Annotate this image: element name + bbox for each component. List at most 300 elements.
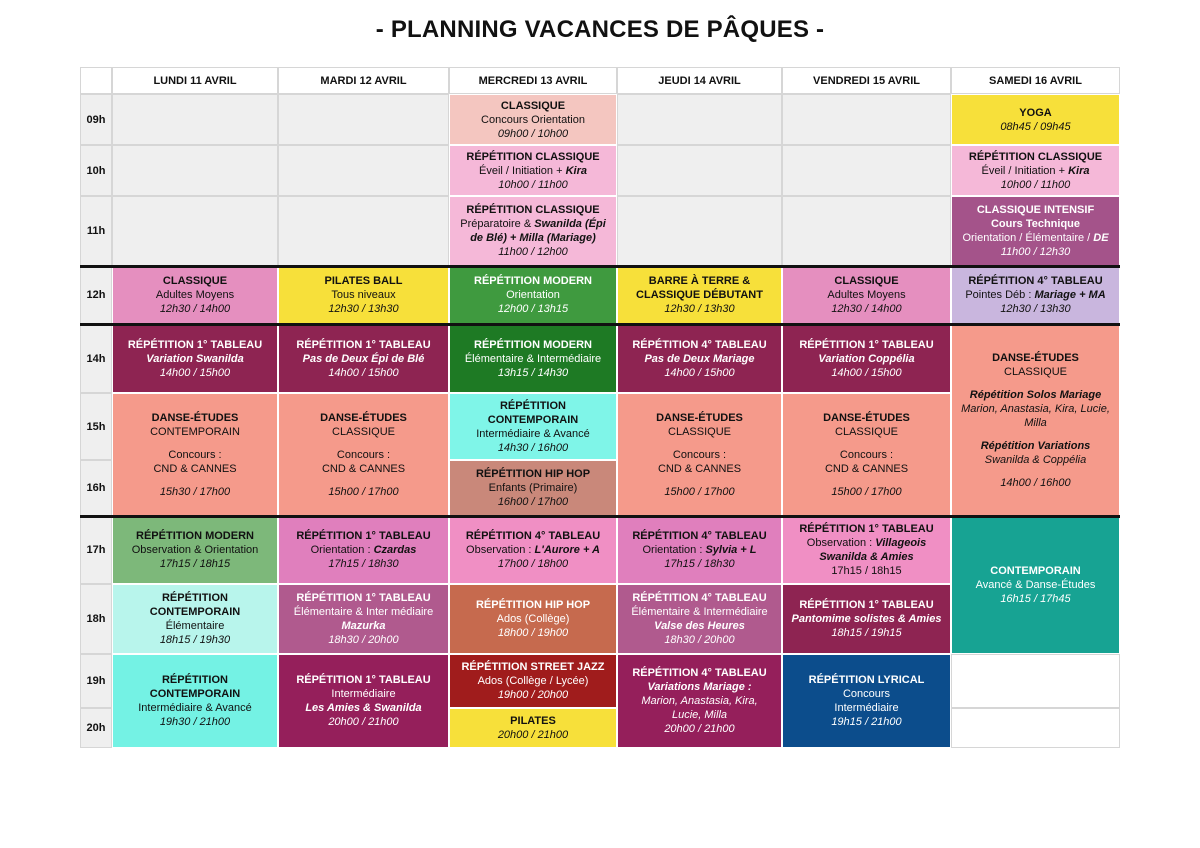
event-text: RÉPÉTITION 1° TABLEAU [799, 338, 934, 351]
event-text: Concours [842, 688, 891, 700]
event-title [476, 598, 590, 612]
event-text: CLASSIQUE [162, 275, 228, 287]
event-highlight [647, 680, 751, 694]
event-text: Avancé & Danse-Études [975, 579, 1096, 591]
event-time [498, 302, 568, 316]
event-repetition-1-tableau[interactable] [278, 584, 449, 654]
event-time [961, 402, 1110, 416]
empty-slot [951, 654, 1120, 708]
event-text: de Blé) + Milla (Mariage) [470, 232, 596, 244]
event-time [664, 302, 734, 316]
event-detail [166, 619, 225, 633]
event-title [128, 338, 262, 352]
event-time [831, 366, 901, 380]
hour-label-10h: 10h [80, 145, 112, 196]
event-repetition-1-tableau[interactable] [782, 324, 951, 393]
event-danse-etudes[interactable] [951, 324, 1120, 516]
event-time [664, 485, 734, 499]
event-text: 12h00 / 13h15 [497, 303, 569, 315]
event-detail [807, 536, 926, 550]
event-title [163, 274, 227, 288]
hour-label-09h: 09h [80, 94, 112, 145]
event-text: 18h30 / 20h00 [664, 634, 735, 646]
event-text: Tous niveaux [331, 289, 396, 301]
event-title [510, 714, 556, 728]
event-repetition-lyrical[interactable] [782, 654, 951, 748]
section-divider [80, 515, 1120, 518]
event-text: Marion, Anastasia, Kira, Lucie, [961, 402, 1110, 415]
event-classique[interactable] [112, 266, 278, 324]
day-header-samedi-16-avril: SAMEDI 16 AVRIL [951, 67, 1120, 94]
event-text: Élémentaire & Inter médiaire [293, 606, 434, 618]
event-highlight [819, 550, 913, 564]
event-text: 14h00 / 16h00 [1000, 476, 1071, 489]
event-text: RÉPÉTITION 4° TABLEAU [632, 530, 767, 542]
event-time [498, 495, 568, 509]
event-text: RÉPÉTITION [161, 592, 228, 604]
event-repetition-classique[interactable] [449, 196, 617, 266]
event-time [498, 626, 568, 640]
event-time [1001, 245, 1071, 259]
event-detail [168, 448, 221, 462]
event-highlight: Kira [565, 164, 587, 177]
event-detail [476, 427, 590, 441]
event-text: RÉPÉTITION CLASSIQUE [968, 150, 1103, 163]
event-time [498, 245, 568, 259]
empty-slot [278, 94, 449, 145]
event-repetition-hip-hop[interactable] [449, 584, 617, 654]
event-title [969, 150, 1102, 164]
event-highlight [981, 439, 1091, 453]
event-text: Intermédiaire & Avancé [138, 702, 252, 714]
event-text: Éveil / Initiation + [479, 164, 566, 177]
empty-slot [782, 94, 951, 145]
event-highlight: Sylvia + L [705, 544, 757, 556]
event-time [1001, 178, 1071, 192]
event-text: DANSE-ÉTUDES [656, 411, 743, 424]
hour-label-12h: 12h [80, 266, 112, 324]
event-text: Pointes Déb : [965, 289, 1035, 301]
event-title [1019, 106, 1051, 120]
event-title [474, 274, 592, 288]
event-text: 15h00 / 17h00 [664, 485, 735, 498]
event-text: 19h15 / 21h00 [831, 716, 902, 728]
event-time [328, 485, 398, 499]
event-text: 17h15 / 18h15 [831, 565, 902, 577]
empty-slot [617, 94, 782, 145]
event-title [990, 564, 1080, 578]
event-text: Variations Mariage : [647, 681, 752, 693]
event-text: Swanilda & Amies [819, 551, 914, 563]
event-text: Lucie, Milla [671, 709, 728, 721]
event-text: 15h00 / 17h00 [328, 485, 399, 498]
event-detail [668, 425, 731, 439]
event-detail [331, 288, 395, 302]
event-text: RÉPÉTITION 1° TABLEAU [296, 338, 431, 351]
event-repetition-1-tableau[interactable] [278, 516, 449, 584]
event-text: RÉPÉTITION 1° TABLEAU [799, 599, 934, 611]
event-text: 10h00 / 11h00 [498, 178, 568, 191]
event-text: RÉPÉTITION 1° TABLEAU [799, 523, 934, 535]
event-text: 18h30 / 20h00 [328, 634, 399, 646]
event-detail [658, 462, 741, 476]
event-danse-etudes[interactable] [617, 393, 782, 516]
event-text: Orientation [506, 289, 560, 301]
event-text: 12h30 / 13h30 [1000, 303, 1071, 315]
event-text: CONTEMPORAIN [487, 413, 579, 426]
event-highlight [792, 612, 942, 626]
event-detail [331, 687, 395, 701]
event-text: 12h30 / 14h00 [831, 303, 902, 315]
event-danse-etudes[interactable] [112, 393, 278, 516]
event-time [328, 366, 398, 380]
event-text: YOGA [1019, 106, 1052, 119]
event-title [466, 203, 599, 217]
event-text: Pas de Deux Épi de Blé [302, 352, 425, 365]
event-time [664, 722, 734, 736]
event-text: RÉPÉTITION STREET JAZZ [461, 661, 605, 673]
event-title [632, 338, 766, 352]
event-text: 11h00 / 12h00 [498, 246, 568, 258]
event-text: 18h15 / 19h15 [831, 627, 902, 639]
event-text: 15h00 / 17h00 [831, 485, 902, 498]
event-text: CND & CANNES [824, 462, 909, 475]
event-text: 19h00 / 20h00 [497, 689, 569, 701]
event-detail [478, 674, 589, 688]
event-text: Éveil / Initiation + [981, 164, 1069, 177]
event-repetition-hip-hop[interactable] [449, 460, 617, 516]
event-text: 17h00 / 18h00 [497, 558, 569, 570]
event-text: 18h00 / 19h00 [497, 627, 569, 639]
event-title [636, 288, 763, 302]
event-text: Concours : [168, 448, 222, 461]
event-highlight: L'Aurore + A [534, 544, 600, 556]
empty-slot [951, 708, 1120, 748]
event-barre-a-terre[interactable] [617, 266, 782, 324]
event-repetition-1-tableau[interactable] [782, 584, 951, 654]
event-detail [311, 543, 417, 557]
event-contemporain[interactable] [951, 516, 1120, 654]
empty-slot [278, 196, 449, 266]
event-detail [150, 425, 240, 439]
event-detail [642, 543, 756, 557]
event-text: Intermédiaire [834, 702, 899, 714]
event-detail [965, 288, 1105, 302]
event-text: 11h00 / 12h30 [1000, 246, 1071, 258]
event-title [162, 673, 228, 687]
event-text: 14h00 / 15h00 [831, 366, 902, 379]
event-detail [506, 288, 560, 302]
event-text: Répétition Solos Mariage [969, 388, 1102, 401]
event-text: RÉPÉTITION MODERN [474, 338, 592, 351]
event-text: Swanilda & Coppélia [984, 453, 1087, 466]
event-danse-etudes[interactable] [782, 393, 951, 516]
event-highlight: Villageois [875, 537, 927, 549]
event-text: RÉPÉTITION HIP HOP [475, 468, 591, 480]
event-title [324, 274, 402, 288]
event-text: CLASSIQUE [1004, 365, 1067, 378]
event-title [799, 522, 933, 536]
event-time [664, 633, 734, 647]
event-text: CND & CANNES [657, 462, 742, 475]
event-text: Milla [1024, 416, 1047, 429]
event-time [498, 557, 568, 571]
event-text: RÉPÉTITION 4° TABLEAU [632, 338, 767, 351]
event-detail [831, 564, 901, 578]
event-highlight: Mariage + MA [1034, 289, 1106, 301]
event-repetition[interactable] [112, 654, 278, 748]
empty-slot [112, 145, 278, 196]
event-repetition-4-tableau[interactable] [617, 584, 782, 654]
event-detail [982, 164, 1090, 178]
event-time [641, 694, 757, 708]
event-text: BARRE À TERRE & [648, 275, 751, 287]
event-time [831, 626, 901, 640]
event-title [461, 660, 604, 674]
empty-slot [782, 145, 951, 196]
event-detail [631, 605, 767, 619]
event-detail [976, 578, 1096, 592]
event-text: 15h30 / 17h00 [159, 485, 231, 498]
event-time [160, 715, 230, 729]
event-highlight: Swanilda (Épi [534, 218, 606, 230]
event-text: Orientation : [310, 544, 374, 556]
event-text: RÉPÉTITION 4° TABLEAU [632, 667, 767, 679]
event-text: RÉPÉTITION HIP HOP [475, 599, 591, 611]
empty-slot [617, 196, 782, 266]
event-title [296, 529, 430, 543]
event-detail [489, 481, 578, 495]
event-text: CLASSIQUE [835, 425, 898, 438]
empty-slot [112, 94, 278, 145]
hour-label-19h: 19h [80, 654, 112, 708]
event-text: CONTEMPORAIN [150, 425, 240, 438]
event-time [831, 715, 901, 729]
event-detail [843, 687, 890, 701]
event-text: 14h30 / 16h00 [497, 441, 569, 454]
event-detail [153, 462, 236, 476]
event-text: Répétition Variations [980, 439, 1091, 452]
event-title [501, 99, 565, 113]
event-text: 17h15 / 18h30 [328, 558, 399, 570]
event-repetition[interactable] [449, 393, 617, 460]
event-text: CONTEMPORAIN [149, 606, 241, 618]
event-text: RÉPÉTITION CLASSIQUE [466, 204, 600, 216]
event-repetition[interactable] [112, 584, 278, 654]
event-text: CLASSIQUE [834, 275, 899, 287]
event-title [296, 338, 430, 352]
event-text: RÉPÉTITION 4° TABLEAU [632, 592, 767, 604]
event-text: Observation & Orientation [131, 544, 259, 556]
event-text: Valse des Heures [654, 620, 745, 632]
event-repetition-modern[interactable] [449, 324, 617, 393]
event-highlight [341, 619, 385, 633]
event-text: 20h00 / 21h00 [328, 716, 399, 728]
event-pilates[interactable] [449, 708, 617, 748]
event-title [632, 666, 766, 680]
event-title [500, 399, 566, 413]
event-detail [825, 462, 908, 476]
event-title [488, 413, 578, 427]
event-highlight [654, 619, 745, 633]
event-repetition-4-tableau[interactable] [617, 654, 782, 748]
event-text: Pas de Deux Mariage [644, 352, 755, 365]
event-repetition-1-tableau[interactable] [782, 516, 951, 584]
event-text: CLASSIQUE DÉBUTANT [636, 289, 763, 301]
event-time [328, 557, 398, 571]
event-repetition-1-tableau[interactable] [278, 324, 449, 393]
event-text: Adultes Moyens [155, 289, 235, 301]
event-repetition-1-tableau[interactable] [278, 654, 449, 748]
event-text: Concours Orientation [481, 113, 585, 126]
day-header-mercredi-13-avril: MERCREDI 13 AVRIL [449, 67, 617, 94]
event-time [160, 633, 230, 647]
schedule-grid [80, 67, 1120, 748]
event-title [136, 529, 254, 543]
event-time [1000, 476, 1070, 490]
event-title [823, 411, 910, 425]
event-detail [156, 288, 234, 302]
event-time [160, 557, 230, 571]
event-detail [322, 462, 405, 476]
event-detail [294, 605, 433, 619]
event-highlight: Kira [1068, 164, 1090, 177]
event-detail [840, 448, 893, 462]
event-highlight [146, 352, 243, 366]
event-danse-etudes[interactable] [278, 393, 449, 516]
event-text: RÉPÉTITION 4° TABLEAU [465, 530, 601, 542]
event-text: Ados (Collège / Lycée) [477, 675, 589, 687]
event-time [498, 728, 568, 742]
event-text: 17h15 / 18h30 [664, 558, 735, 570]
empty-slot [278, 145, 449, 196]
event-time [1000, 120, 1070, 134]
day-header-jeudi-14-avril: JEUDI 14 AVRIL [617, 67, 782, 94]
event-text: 14h00 / 15h00 [664, 366, 735, 379]
event-highlight: DE [1093, 232, 1109, 244]
event-repetition-street-jazz[interactable] [449, 654, 617, 708]
event-text: Observation : [806, 537, 876, 549]
event-text: 20h00 / 21h00 [497, 729, 569, 741]
event-text: Variation Swanilda [146, 352, 244, 365]
event-text: Variation Coppélia [818, 352, 915, 365]
empty-slot [782, 196, 951, 266]
event-repetition-classique[interactable] [449, 145, 617, 196]
event-time [985, 453, 1087, 467]
event-title [474, 338, 592, 352]
event-text: DANSE-ÉTUDES [151, 411, 239, 424]
event-time [831, 485, 901, 499]
event-detail [673, 448, 726, 462]
event-detail [332, 425, 395, 439]
event-text: 13h15 / 14h30 [497, 366, 569, 379]
event-text: Concours : [839, 448, 894, 461]
event-time [664, 366, 734, 380]
hour-label-15h: 15h [80, 393, 112, 460]
empty-slot [617, 145, 782, 196]
event-time [328, 302, 398, 316]
hour-label-17h: 17h [80, 516, 112, 584]
event-text: CLASSIQUE [332, 425, 395, 438]
event-highlight [644, 352, 754, 366]
event-time [1000, 302, 1070, 316]
event-text: CLASSIQUE INTENSIF [976, 204, 1095, 216]
event-repetition-4-tableau[interactable] [449, 516, 617, 584]
event-text: CLASSIQUE [500, 99, 566, 112]
event-text: Préparatoire & [460, 218, 535, 230]
event-title [320, 411, 407, 425]
event-text: Élémentaire [165, 620, 225, 632]
event-text: RÉPÉTITION MODERN [136, 530, 254, 542]
event-highlight [818, 352, 914, 366]
event-time [328, 633, 398, 647]
event-detail [834, 701, 898, 715]
event-classique[interactable] [449, 94, 617, 145]
header-corner [80, 67, 112, 94]
event-repetition-1-tableau[interactable] [112, 324, 278, 393]
event-text: RÉPÉTITION 4° TABLEAU [968, 275, 1103, 287]
event-time [498, 366, 568, 380]
event-classique-intensif[interactable] [951, 196, 1120, 266]
event-repetition-classique[interactable] [951, 145, 1120, 196]
event-detail [827, 288, 905, 302]
event-pilates-ball[interactable] [278, 266, 449, 324]
event-time [498, 688, 568, 702]
event-repetition-modern[interactable] [449, 266, 617, 324]
event-time [498, 178, 568, 192]
event-detail [835, 425, 898, 439]
event-title [632, 529, 766, 543]
event-text: Intermédiaire & Avancé [476, 427, 590, 440]
event-text: Orientation / Élémentaire / [962, 232, 1094, 244]
event-detail [138, 701, 252, 715]
event-classique[interactable] [782, 266, 951, 324]
event-text: RÉPÉTITION MODERN [474, 275, 592, 287]
event-text: Ados (Collège) [496, 613, 570, 625]
event-text: CND & CANNES [153, 462, 237, 475]
event-text: Orientation : [642, 544, 706, 556]
event-text: DANSE-ÉTUDES [823, 411, 910, 424]
event-highlight: Czardas [373, 544, 417, 556]
event-text: CND & CANNES [321, 462, 406, 475]
event-text: RÉPÉTITION 1° TABLEAU [296, 530, 431, 542]
day-header-lundi-11-avril: LUNDI 11 AVRIL [112, 67, 278, 94]
event-yoga[interactable] [951, 94, 1120, 145]
event-repetition-4-tableau[interactable] [951, 266, 1120, 324]
hour-label-11h: 11h [80, 196, 112, 266]
event-repetition-4-tableau[interactable] [617, 324, 782, 393]
event-title [296, 673, 430, 687]
event-detail [460, 217, 606, 231]
event-detail [1004, 365, 1067, 379]
hour-label-14h: 14h [80, 324, 112, 393]
event-text: RÉPÉTITION [499, 399, 566, 412]
event-text: 12h30 / 14h00 [159, 303, 231, 315]
event-title [834, 274, 898, 288]
event-text: PILATES BALL [324, 275, 403, 287]
event-title [809, 673, 925, 687]
event-repetition-4-tableau[interactable] [617, 516, 782, 584]
event-time [160, 302, 230, 316]
event-text: Cours Technique [990, 218, 1081, 230]
event-detail [497, 612, 570, 626]
event-text: Marion, Anastasia, Kira, [641, 695, 758, 707]
event-text: 14h00 / 15h00 [159, 366, 231, 379]
event-text: Concours : [336, 448, 391, 461]
event-repetition-modern[interactable] [112, 516, 278, 584]
section-divider [80, 265, 1120, 268]
event-text: Élémentaire & Intermédiaire [464, 352, 602, 365]
